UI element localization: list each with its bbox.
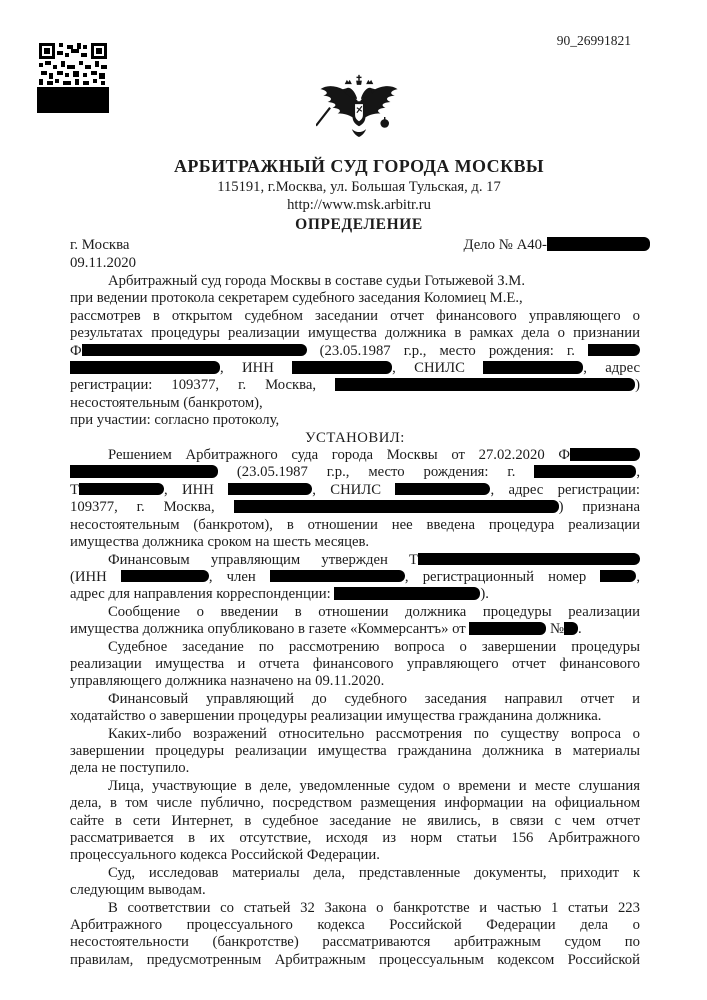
text-segment: Арбитражный суд города Москвы в составе судьи Готыжевой З.М. <box>108 273 526 289</box>
text-segment: реализации имущества и отчета финансового управляющего отчет финансового <box>70 655 640 672</box>
text-line <box>70 865 640 882</box>
text-line <box>70 586 640 603</box>
text-segment: регистрации: 109377, г. Москва, <box>70 377 336 394</box>
text-segment: , СНИЛС <box>392 360 484 377</box>
text-segment: , ИНН <box>220 360 293 377</box>
text-line <box>70 517 640 534</box>
redaction-bar <box>82 344 307 357</box>
redaction-bar <box>335 378 635 391</box>
text-segment: дела не поступило. <box>70 760 190 777</box>
city-label: г. Москва <box>70 237 130 253</box>
text-segment: при участии: согласно протоколу, <box>70 412 280 429</box>
case-info-row <box>70 237 650 254</box>
text-segment: Каких-либо возражений относительно рассмотрения по существу вопроса о <box>108 725 640 742</box>
redaction-bar <box>270 570 405 583</box>
text-segment: управляющего должника назначено на 09.11.2020. <box>70 673 385 690</box>
section-heading <box>70 430 640 447</box>
text-line <box>70 813 640 830</box>
redaction-bar <box>395 483 490 496</box>
text-line <box>70 882 640 899</box>
text-segment: № <box>546 621 565 638</box>
text-segment: ). <box>480 586 489 603</box>
text-segment: Судебное заседание по рассмотрению вопроса о завершении процедуры <box>108 638 640 655</box>
text-line <box>70 325 640 342</box>
court-address: 115191, г.Москва, ул. Большая Тульская, д. 17 <box>217 179 501 195</box>
text-line <box>70 343 640 360</box>
text-segment: имущества должника сроком на шесть месяцев. <box>70 534 370 551</box>
text-segment: ) признана <box>558 499 641 516</box>
text-segment: Арбитражного процессуального кодекса Российской Федерации дела о <box>70 917 640 934</box>
text-segment: имущества должника опубликовано в газете «Коммерсантъ» от <box>70 621 470 638</box>
text-segment: ходатайство о завершении процедуры реализации имущества гражданина должника. <box>70 708 602 725</box>
redaction-bar <box>588 344 640 357</box>
text-line <box>70 482 640 499</box>
text-segment: (23.05.1987 г.р., место рождения: г. <box>306 342 588 359</box>
text-line <box>70 847 640 864</box>
text-segment: при ведении протокола секретарем судебного заседания Коломиец М.Е., <box>70 290 523 307</box>
redaction-bar <box>79 483 164 496</box>
redaction-bar <box>570 448 640 461</box>
redaction-bar <box>469 622 546 635</box>
text-line <box>70 552 640 569</box>
text-segment: сайте в сети Интернет, в судебное заседание не явились, в связи с чем отчет <box>70 812 640 829</box>
court-website: http://www.msk.arbitr.ru <box>287 197 431 213</box>
text-line <box>70 726 640 743</box>
text-segment: , адрес <box>583 360 640 377</box>
text-line <box>70 604 640 621</box>
case-number-label: Дело № А40- <box>463 237 547 253</box>
text-segment: , регистрационный номер <box>404 568 601 585</box>
text-segment: несостоятельным (банкротом), в отношении нее введена процедура реализации <box>70 516 640 533</box>
text-segment: Сообщение о введении в отношении должника процедуры реализации <box>108 603 640 620</box>
text-line <box>70 360 640 377</box>
text-segment: Ф <box>70 342 82 359</box>
text-segment: В соответствии со статьей 32 Закона о банкротстве и частью 1 статьи 223 <box>108 899 640 916</box>
redaction-bar <box>228 483 312 496</box>
redaction-bar <box>547 237 650 251</box>
text-line <box>70 760 640 777</box>
document-number: 90_26991821 <box>556 33 631 48</box>
text-segment: , ИНН <box>163 481 229 498</box>
text-line <box>70 743 640 760</box>
text-line <box>70 412 640 429</box>
text-segment: (ИНН <box>70 568 121 585</box>
text-segment: , член <box>208 568 270 585</box>
document-date: 09.11.2020 <box>70 255 137 271</box>
redaction-bar <box>70 361 220 374</box>
text-line <box>70 464 640 481</box>
text-segment: адрес для направления корреспонденции: <box>70 586 335 603</box>
text-line <box>70 673 640 690</box>
text-segment: дела, в том числе публично, посредством размещения информации на официальном <box>70 795 640 812</box>
text-segment: рассматривается в их отсутствие, исходя из норм статьи 156 Арбитражного <box>70 830 640 846</box>
redaction-bar <box>121 570 209 583</box>
text-line <box>70 691 640 708</box>
redaction-bar <box>534 465 636 478</box>
text-segment: несостоятельным (банкротом), <box>70 394 263 411</box>
text-line <box>70 447 640 464</box>
text-segment: Суд, исследовав материалы дела, представленные документы, приходит к <box>108 864 640 881</box>
text-line <box>70 377 640 394</box>
case-number <box>463 237 650 254</box>
text-segment: ) <box>635 377 640 394</box>
redaction-bar <box>564 622 578 635</box>
redaction-bar <box>483 361 583 374</box>
text-line <box>70 934 640 951</box>
text-line <box>70 656 640 673</box>
text-segment: Финансовый управляющий до судебного заседания направил отчет и <box>108 690 640 707</box>
text-line <box>70 830 640 847</box>
text-line <box>70 778 640 795</box>
text-line <box>70 308 640 325</box>
text-segment: процессуального кодекса Российской Федерации. <box>70 847 380 864</box>
text-segment: несостоятельности (банкротстве) рассматриваются арбитражным судом по <box>70 934 640 951</box>
text-line <box>70 900 640 917</box>
russian-coat-of-arms-icon <box>316 72 402 152</box>
text-segment: 109377, г. Москва, <box>70 499 234 516</box>
text-line <box>70 621 640 638</box>
text-segment: Лица, участвующие в деле, уведомленные судом о времени и месте слушания <box>108 777 640 794</box>
text-segment: результатах процедуры реализации имущества должника в рамках дела о признании <box>70 325 640 342</box>
text-line <box>70 917 640 934</box>
redaction-bar <box>292 361 392 374</box>
text-line <box>70 290 640 307</box>
text-segment: , СНИЛС <box>312 481 396 498</box>
text-line <box>70 639 640 656</box>
text-segment: следующим выводам. <box>70 882 206 899</box>
text-line <box>70 273 640 290</box>
text-segment: , адрес регистрации: <box>490 481 640 498</box>
document-type-heading: ОПРЕДЕЛЕНИЕ <box>295 216 423 233</box>
text-line <box>70 795 640 812</box>
text-segment: завершении процедуры реализации имущества гражданина должника в материалы <box>70 742 640 759</box>
redaction-bar <box>600 570 636 583</box>
text-line <box>70 534 640 551</box>
text-line <box>70 569 640 586</box>
redaction-bar <box>70 465 218 478</box>
text-segment: УСТАНОВИЛ: <box>305 429 405 446</box>
text-line <box>70 952 640 969</box>
document-body <box>70 273 640 969</box>
redaction-bar <box>418 553 640 566</box>
text-segment: рассмотрев в открытом судебном заседании отчет финансового управляющего о <box>70 307 640 324</box>
text-segment: Финансовым управляющим утвержден Т <box>108 551 418 568</box>
text-segment: , <box>636 464 640 481</box>
text-segment: правилам, предусмотренным Арбитражным процессуальным кодексом Российской <box>70 951 640 968</box>
text-segment: . <box>578 621 582 638</box>
document-header <box>70 72 648 234</box>
text-segment: , <box>636 568 640 585</box>
text-segment: Т <box>70 481 79 498</box>
text-segment: (23.05.1987 г.р., место рождения: г. <box>218 464 535 481</box>
redaction-bar <box>334 587 480 600</box>
court-name: АРБИТРАЖНЫЙ СУД ГОРОДА МОСКВЫ <box>173 156 545 176</box>
text-line <box>70 395 640 412</box>
text-segment: Решением Арбитражного суда города Москвы от 27.02.2020 Ф <box>108 447 570 464</box>
redaction-bar <box>234 500 559 513</box>
text-line <box>70 708 640 725</box>
text-line <box>70 499 640 516</box>
